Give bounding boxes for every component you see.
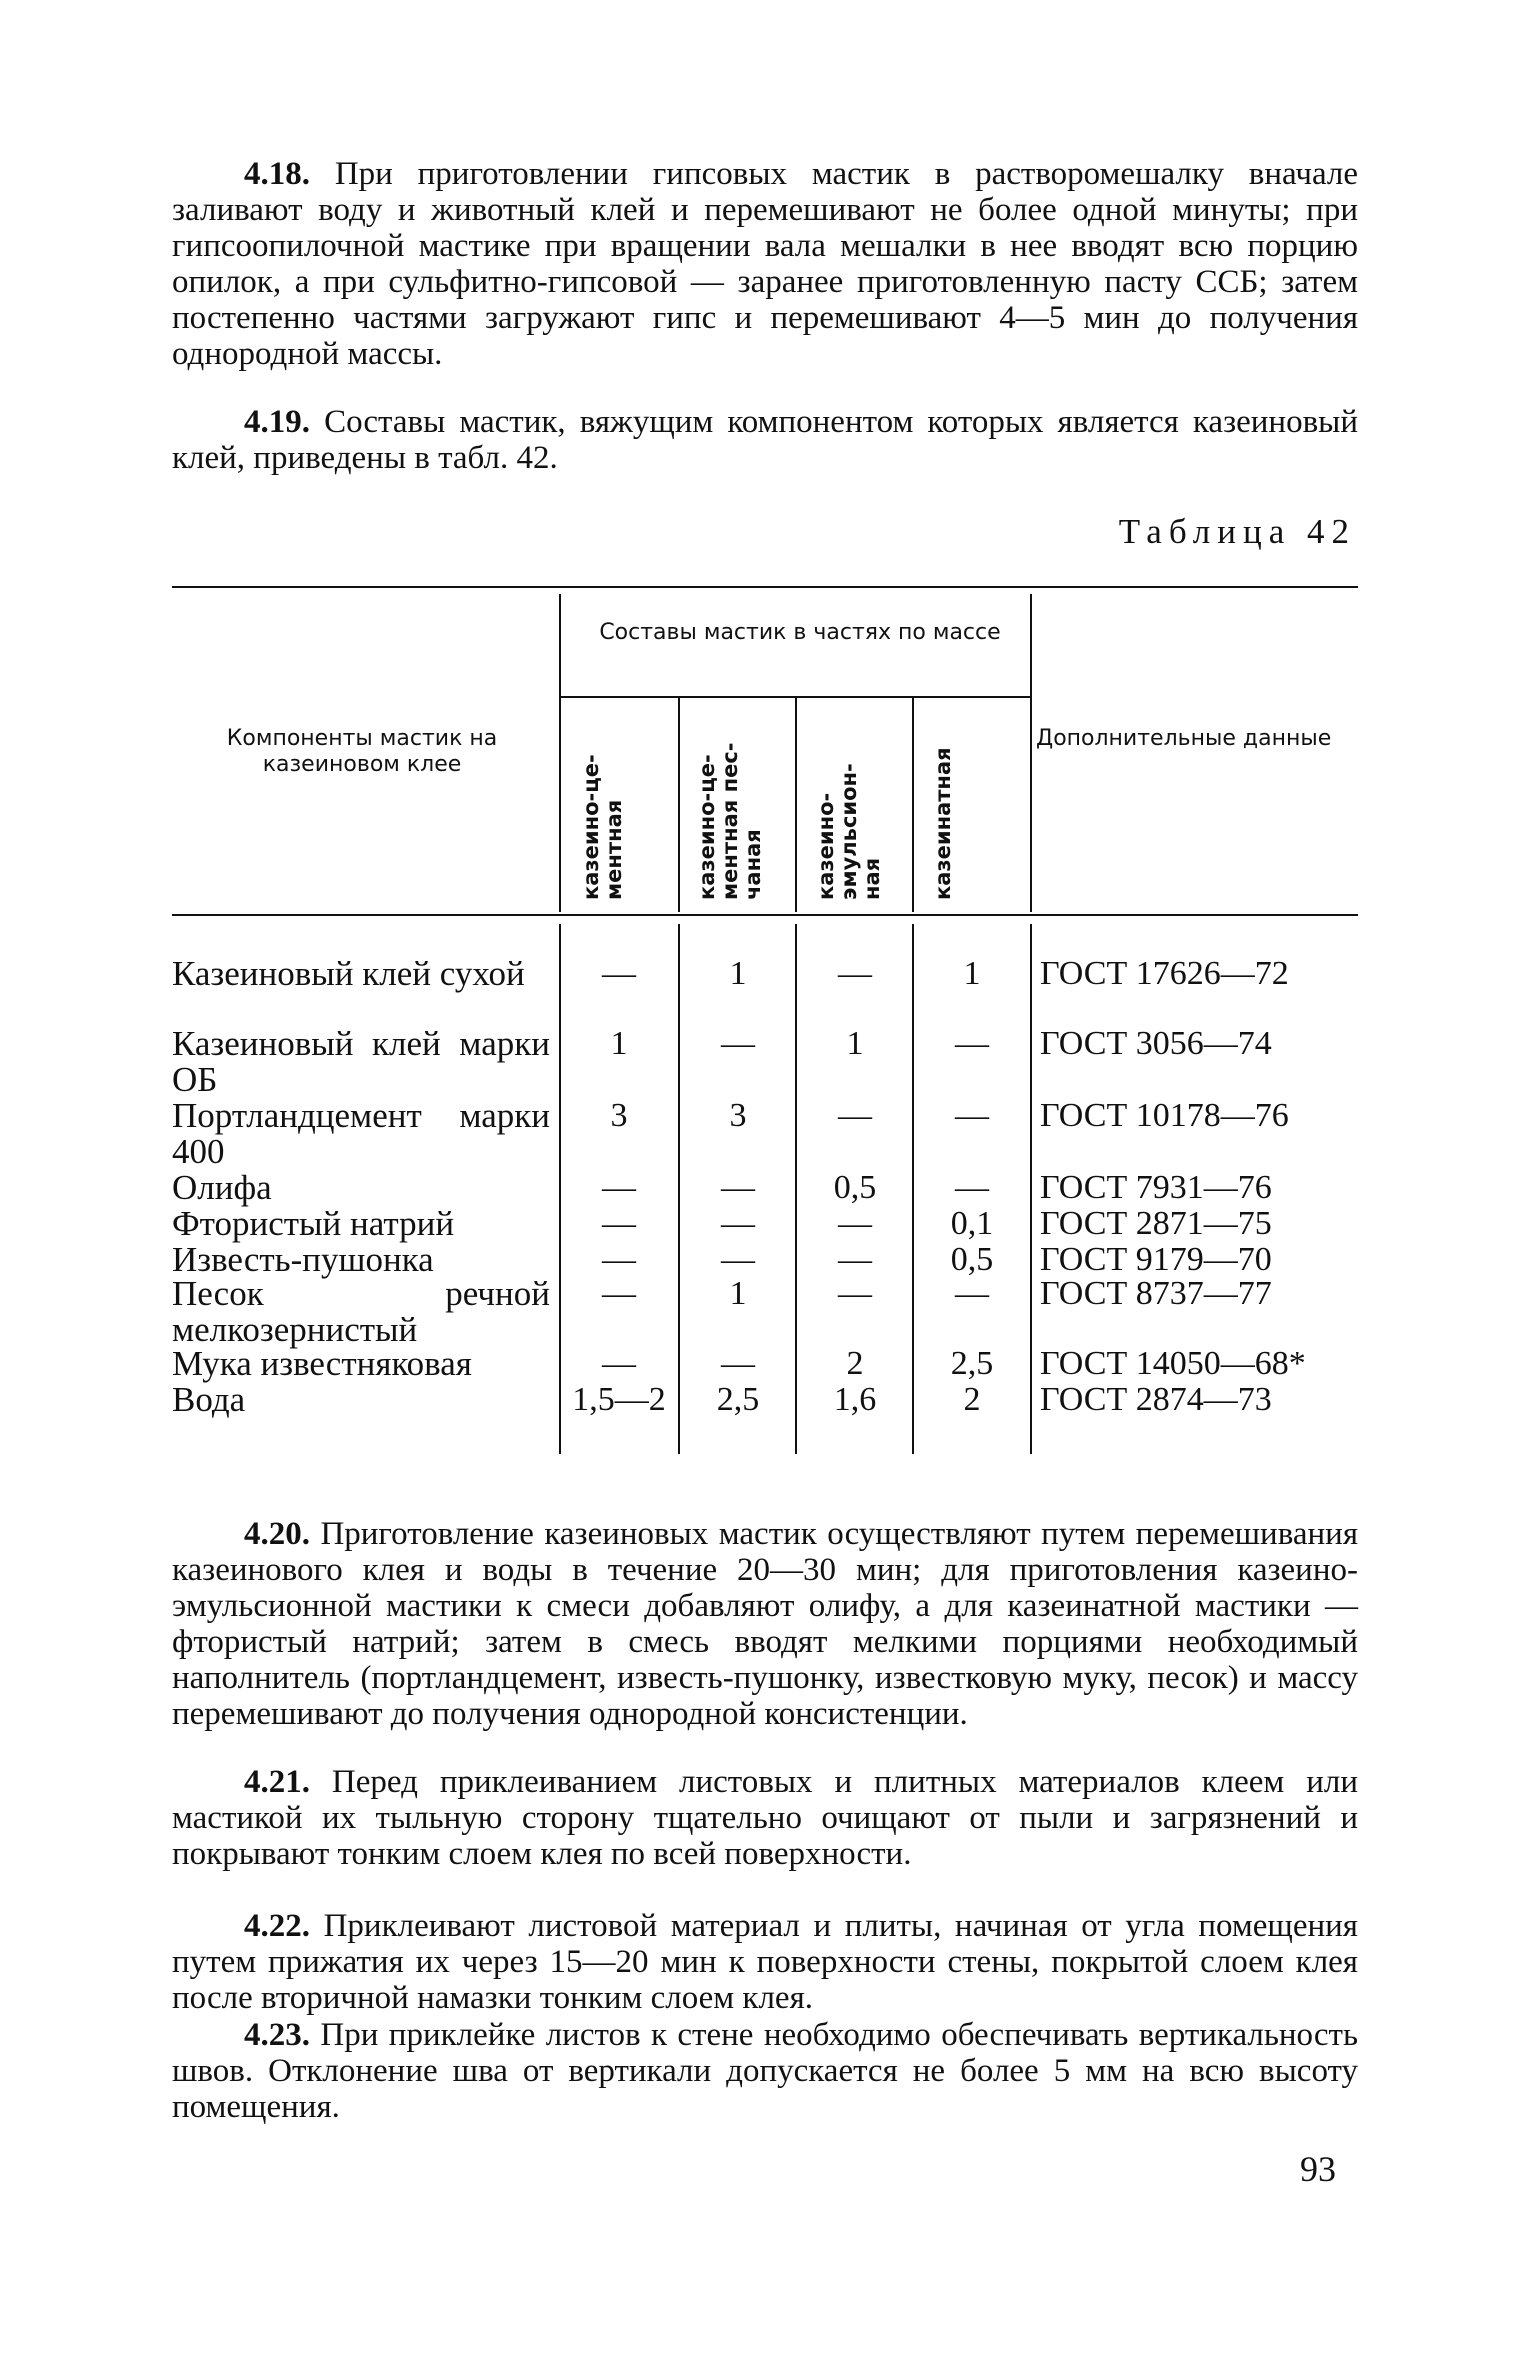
- gost-9: ГОСТ 2874—73: [1040, 1381, 1272, 1418]
- cell-1-4: 1: [963, 955, 981, 992]
- table-caption: Таблица 42: [1118, 512, 1356, 551]
- cell-9-2: 2,5: [716, 1381, 760, 1418]
- row-name-8: Мука известняковая: [172, 1344, 472, 1383]
- table-top-rule: [172, 586, 1358, 588]
- cell-9-4: 2: [963, 1381, 981, 1418]
- row-name-9: Вода: [172, 1380, 246, 1419]
- paragraph-number: 4.19.: [244, 404, 310, 440]
- table-divider-4: [912, 698, 914, 912]
- cell-9-3: 1,6: [833, 1381, 877, 1418]
- cell-5-2: —: [721, 1205, 755, 1242]
- gost-1: ГОСТ 17626—72: [1040, 955, 1289, 992]
- table-body-divider-5: [1030, 924, 1032, 1454]
- paragraph-number: 4.23.: [244, 2017, 310, 2053]
- cell-5-1: —: [602, 1205, 636, 1242]
- page-number: 93: [1300, 2149, 1336, 2189]
- header-extra: Дополнительные данные: [1036, 726, 1332, 751]
- paragraph-4-20: [172, 1516, 1358, 1732]
- row-name-1: Казеиновый клей сухой: [172, 954, 525, 993]
- gost-7: ГОСТ 8737—77: [1040, 1275, 1272, 1312]
- cell-7-1: —: [602, 1275, 636, 1312]
- row-name-7: Песок речной мелкозернистый: [172, 1274, 550, 1349]
- cell-8-4: 2,5: [950, 1345, 994, 1382]
- cell-3-1: 3: [610, 1097, 628, 1134]
- paragraph-text: Приклеивают листовой материал и плиты, начиная от угла помещения путем прижатия их через 15—20 мин к поверхности стены, покрытой слоем клея после вторичной намазки тонким слоем клея.: [172, 1908, 1358, 2016]
- cell-2-1: 1: [610, 1025, 628, 1062]
- cell-2-4: —: [955, 1025, 989, 1062]
- paragraph-text: При приклейке листов к стене необходимо обеспечивать вертикальность швов. Отклонение шва от вертикали допускается не более 5 мм на всю высоту помещения.: [172, 2017, 1358, 2125]
- cell-3-3: —: [838, 1097, 872, 1134]
- column-header-casein-cement: казеино-це- ментная: [579, 754, 626, 900]
- cell-6-2: —: [721, 1241, 755, 1278]
- paragraph-number: 4.21.: [244, 1764, 310, 1800]
- paragraph-4-21: [172, 1764, 1358, 1872]
- cell-7-4: —: [955, 1275, 989, 1312]
- gost-4: ГОСТ 7931—76: [1040, 1169, 1272, 1206]
- cell-4-4: —: [955, 1169, 989, 1206]
- cell-5-3: —: [838, 1205, 872, 1242]
- paragraph-number: 4.18.: [244, 156, 310, 192]
- table-divider-3: [795, 698, 797, 912]
- column-header-casein-emulsion: казеино- эмульсион- ная: [814, 763, 884, 900]
- paragraph-4-22: [172, 1908, 1358, 2016]
- cell-7-2: 1: [729, 1275, 747, 1312]
- cell-1-3: —: [838, 955, 872, 992]
- paragraph-text: Приготовление казеиновых мастик осуществляют путем перемешивания казеинового клея и воды в течение 20—30 мин; для приготовления казеино-эмульсионной мастики к смеси добавляют олифу, а для казеинатной мастики — фтористый натрий; затем в смесь вводят мелкими порциями необходимый наполнитель (портландцемент, известь-пушонку, известковую муку, песок) и массу перемешивают до получения однородной консистенции.: [172, 1516, 1358, 1732]
- paragraph-number: 4.22.: [244, 1908, 310, 1944]
- cell-3-2: 3: [729, 1097, 747, 1134]
- table-divider-1: [559, 594, 561, 912]
- gost-2: ГОСТ 3056—74: [1040, 1025, 1272, 1062]
- table-divider-5: [1030, 594, 1032, 912]
- header-compositions: Составы мастик в частях по массе: [599, 620, 1001, 645]
- cell-4-2: —: [721, 1169, 755, 1206]
- row-name-3: Портландцемент марки 400: [172, 1096, 550, 1171]
- cell-1-2: 1: [729, 955, 747, 992]
- gost-6: ГОСТ 9179—70: [1040, 1241, 1272, 1278]
- cell-8-1: —: [602, 1345, 636, 1382]
- cell-5-4: 0,1: [950, 1205, 994, 1242]
- paragraph-text: Составы мастик, вяжущим компонентом которых является казеиновый клей, приведены в табл. 42.: [172, 404, 1358, 476]
- cell-2-3: 1: [846, 1025, 864, 1062]
- paragraph-text: При приготовлении гипсовых мастик в растворомешалку вначале заливают воду и животный клей и перемешивают не более одной минуты; при гипсоопилочной мастике при вращении вала мешалки в нее вводят всю порцию опилок, а при сульфитно-гипсовой — заранее приготовленную пасту ССБ; затем постепенно частями загружают гипс и перемешивают 4—5 мин до получения однородной массы.: [172, 156, 1358, 372]
- paragraph-text: Перед приклеиванием листовых и плитных материалов клеем или мастикой их тыльную сторону тщательно очищают от пыли и загрязнений и покрывают тонким слоем клея по всей поверхности.: [172, 1764, 1358, 1872]
- cell-6-4: 0,5: [950, 1241, 994, 1278]
- paragraph-number: 4.20.: [244, 1516, 310, 1552]
- table-divider-2: [678, 698, 680, 912]
- row-name-2: Казеиновый клей марки ОБ: [172, 1024, 550, 1099]
- cell-3-4: —: [955, 1097, 989, 1134]
- paragraph-4-18: [172, 156, 1358, 372]
- gost-3: ГОСТ 10178—76: [1040, 1097, 1289, 1134]
- gost-8: ГОСТ 14050—68*: [1040, 1345, 1306, 1382]
- row-name-6: Известь-пушонка: [172, 1240, 434, 1279]
- cell-8-3: 2: [846, 1345, 864, 1382]
- cell-6-1: —: [602, 1241, 636, 1278]
- table-header-bottom-rule: [172, 914, 1358, 916]
- cell-6-3: —: [838, 1241, 872, 1278]
- header-components: Компоненты мастик на казеиновом клее: [226, 726, 498, 777]
- paragraph-4-19: [172, 404, 1358, 476]
- row-name-5: Фтористый натрий: [172, 1204, 455, 1243]
- cell-1-1: —: [602, 955, 636, 992]
- cell-7-3: —: [838, 1275, 872, 1312]
- cell-8-2: —: [721, 1345, 755, 1382]
- paragraph-4-23: [172, 2017, 1358, 2125]
- gost-5: ГОСТ 2871—75: [1040, 1205, 1272, 1242]
- column-header-caseinate: казеинатная: [931, 747, 955, 900]
- cell-2-2: —: [721, 1025, 755, 1062]
- column-header-casein-cement-sand: казеино-це- ментная пес- чаная: [695, 742, 765, 900]
- cell-9-1: 1,5—2: [572, 1381, 666, 1418]
- row-name-4: Олифа: [172, 1168, 272, 1207]
- cell-4-1: —: [602, 1169, 636, 1206]
- cell-4-3: 0,5: [833, 1169, 877, 1206]
